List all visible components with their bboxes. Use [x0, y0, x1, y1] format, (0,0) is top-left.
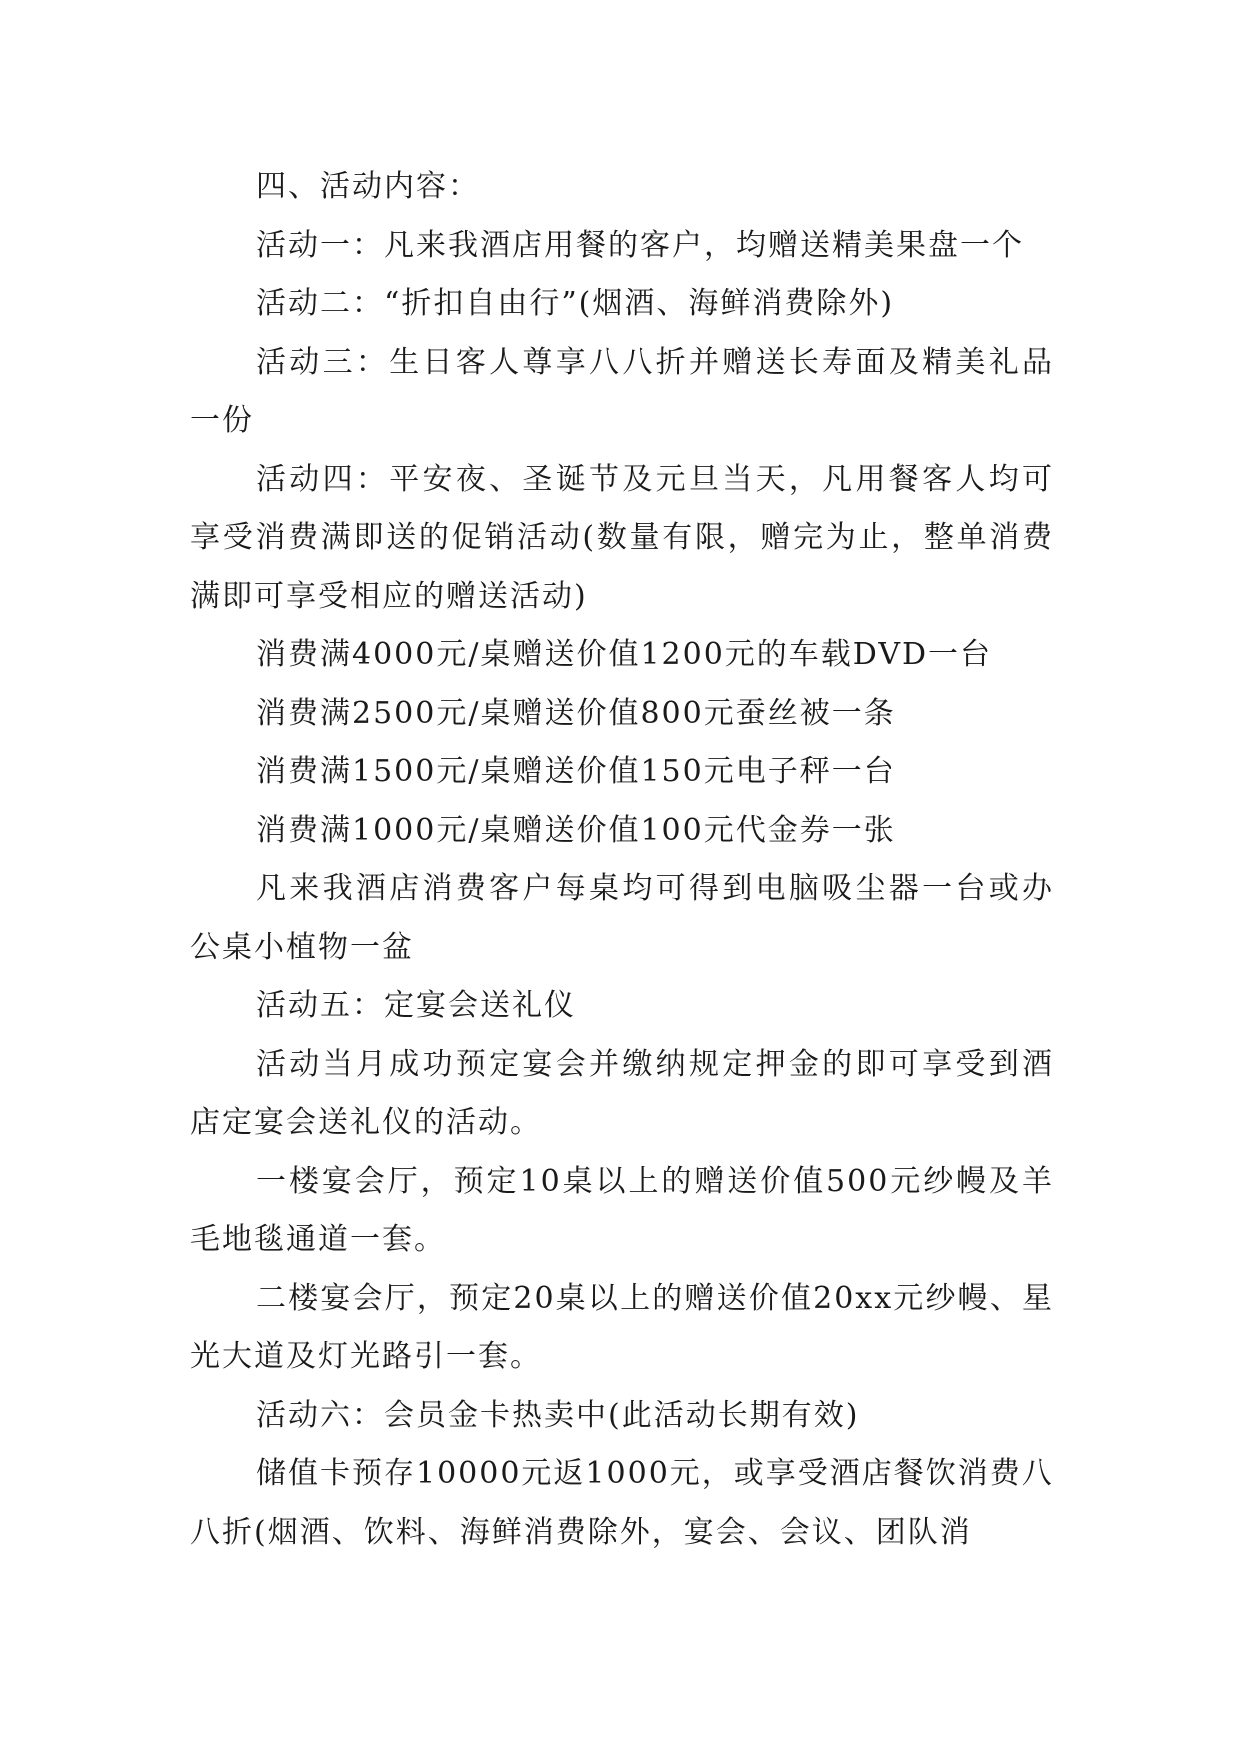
paragraph-activity-6: 活动六：会员金卡热卖中(此活动长期有效) — [256, 1397, 860, 1433]
paragraph-tier-2500: 消费满2500元/桌赠送价值800元蚕丝被一条 — [256, 695, 896, 731]
document-body — [190, 158, 1054, 1562]
paragraph-activity-5: 活动五：定宴会送礼仪 — [256, 988, 576, 1023]
paragraph-activity-4: 活动四：平安夜、圣诞节及元旦当天，凡用餐客人均可享受消费满即送的促销活动(数量有限，赠完为止，整单消费满即可享受相应的赠送活动) — [190, 461, 1054, 614]
paragraph-tier-1000: 消费满1000元/桌赠送价值100元代金券一张 — [256, 812, 896, 848]
paragraph-tier-1500: 消费满1500元/桌赠送价值150元电子秤一台 — [256, 754, 896, 789]
paragraph-second-floor-hall: 二楼宴会厅，预定20桌以上的赠送价值20xx元纱幔、星光大道及灯光路引一套。 — [190, 1280, 1054, 1374]
paragraph-first-floor-hall: 一楼宴会厅，预定10桌以上的赠送价值500元纱幔及羊毛地毯通道一套。 — [190, 1163, 1054, 1257]
section-heading: 四、活动内容： — [256, 169, 480, 204]
paragraph-activity-3: 活动三：生日客人尊享八八折并赠送长寿面及精美礼品一份 — [190, 344, 1054, 438]
paragraph-gift-every-table: 凡来我酒店消费客户每桌均可得到电脑吸尘器一台或办公桌小植物一盆 — [190, 871, 1054, 965]
paragraph-banquet-deposit: 活动当月成功预定宴会并缴纳规定押金的即可享受到酒店定宴会送礼仪的活动。 — [190, 1046, 1054, 1140]
paragraph-tier-4000: 消费满4000元/桌赠送价值1200元的车载DVD一台 — [256, 637, 993, 672]
paragraph-stored-value-card: 储值卡预存10000元返1000元，或享受酒店餐饮消费八八折(烟酒、饮料、海鲜消费除外，宴会、会议、团队消 — [190, 1456, 1054, 1550]
paragraph-activity-2: 活动二：“折扣自由行”(烟酒、海鲜消费除外) — [256, 286, 895, 321]
paragraph-activity-1: 活动一：凡来我酒店用餐的客户，均赠送精美果盘一个 — [256, 227, 1024, 263]
